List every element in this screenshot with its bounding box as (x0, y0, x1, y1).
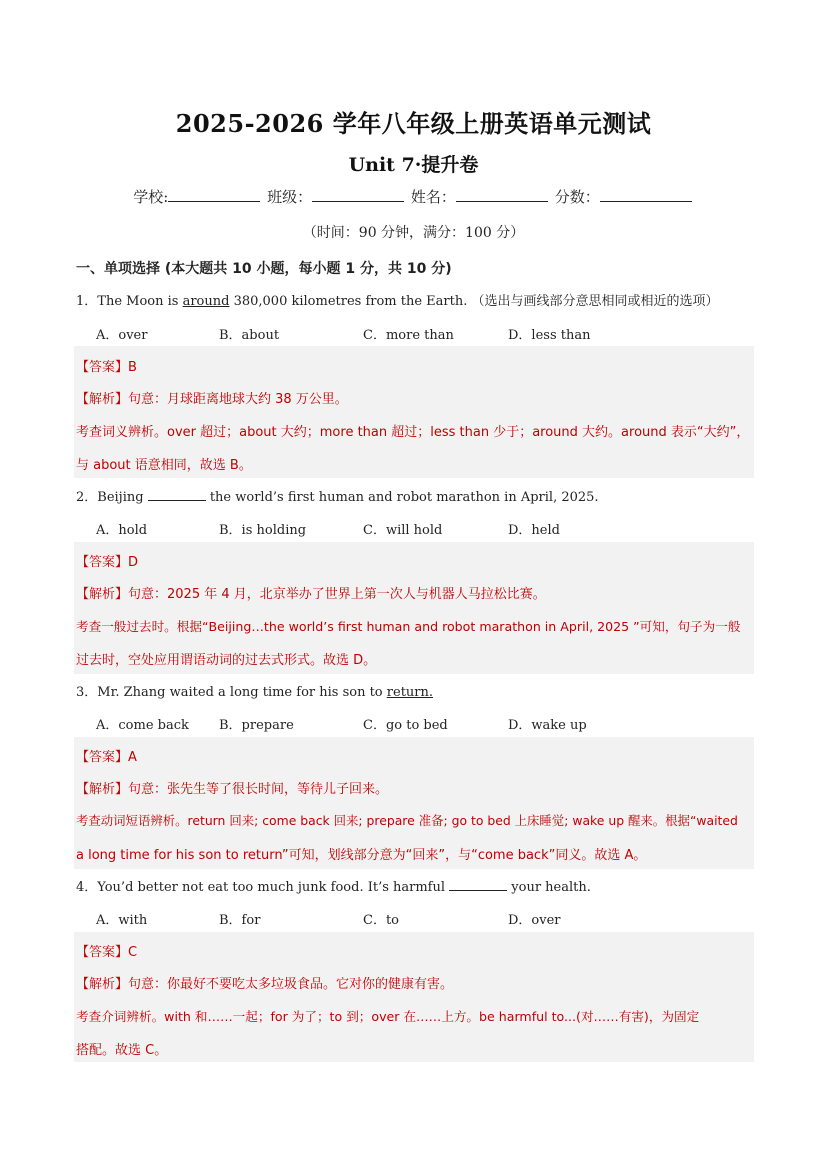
school-label: 学校: (133, 188, 169, 206)
analysis-line: 考查动词短语辨析。return 回来; come back 回来; prepare 准备; go to bed 上床睡觉; wake up 醒来。根据“waited (76, 813, 738, 828)
question-number: 1． (76, 294, 98, 309)
option-d[interactable]: D．less than (508, 328, 591, 343)
analysis-line: 【解析】句意：你最好不要吃太多垃圾食品。它对你的健康有害。 (76, 977, 454, 992)
page-subtitle: Unit 7·提升卷 (348, 154, 479, 176)
question-3 (76, 681, 433, 700)
school-blank[interactable] (168, 187, 260, 202)
answer-line: 【答案】C (76, 945, 138, 960)
section-title: 一、单项选择 (本大题共 10 小题，每小题 1 分，共 10 分) (76, 261, 452, 277)
option-b[interactable]: B．prepare (219, 718, 294, 733)
question-number: 4． (76, 880, 98, 895)
option-a[interactable]: A．over (96, 328, 148, 343)
fill-blank[interactable] (449, 878, 507, 891)
analysis-line: 【解析】句意：张先生等了很长时间，等待儿子回来。 (76, 782, 389, 797)
score-blank[interactable] (600, 187, 692, 202)
option-d[interactable]: D．wake up (508, 718, 587, 733)
fill-blank[interactable] (148, 488, 206, 501)
answer-line: 【答案】B (76, 360, 137, 375)
option-c[interactable]: C．to (363, 913, 399, 928)
analysis-line: 考查词义辨析。over 超过；about 大约；more than 超过；less than 少于；around 大约。around 表示“大约”， (76, 425, 750, 440)
score-label: 分数： (554, 188, 600, 206)
question-text: You’d better not eat too much junk food. It’s harmful (97, 880, 450, 895)
question-text: the world’s first human and robot marathon in April, 2025. (205, 490, 599, 505)
option-b[interactable]: B．is holding (219, 523, 307, 538)
name-label: 姓名： (410, 188, 456, 206)
option-a[interactable]: A．with (96, 913, 148, 928)
question-text: Beijing (97, 490, 148, 505)
option-a[interactable]: A．come back (96, 718, 189, 733)
analysis-line: 考查介词辨析。with 和……一起；for 为了；to 到；over 在……上方。be harmful to...(对……有害)，为固定 (76, 1009, 700, 1024)
option-c[interactable]: C．will hold (363, 523, 443, 538)
student-info-row (0, 186, 827, 207)
page-title: 2025-2026 学年八年级上册英语单元测试 (175, 109, 652, 138)
option-a[interactable]: A．hold (96, 523, 148, 538)
question-text: The Moon is (97, 294, 183, 309)
question-2 (76, 486, 599, 505)
analysis-line: 与 about 语意相同，故选 B。 (76, 458, 252, 473)
class-label: 班级： (267, 188, 313, 206)
name-blank[interactable] (456, 187, 548, 202)
question-1 (76, 290, 719, 309)
question-text: Mr. Zhang waited a long time for his son to (97, 685, 387, 700)
underlined-word: around (182, 294, 230, 309)
question-text: 380,000 kilometres from the Earth. （选出与画线部分意思相同或相近的选项） (229, 294, 719, 309)
analysis-line: 【解析】句意：2025 年 4 月，北京举办了世界上第一次人与机器人马拉松比赛。 (76, 587, 546, 602)
analysis-line: 考查一般过去时。根据“Beijing…the world’s first human and robot marathon in April, 2025 ”可知，句子为一般 (76, 619, 741, 634)
answer-line: 【答案】A (76, 750, 137, 765)
option-c[interactable]: C．go to bed (363, 718, 448, 733)
class-blank[interactable] (312, 187, 404, 202)
analysis-line: 【解析】句意：月球距离地球大约 38 万公里。 (76, 392, 348, 407)
question-4 (76, 876, 591, 895)
question-number: 2． (76, 490, 98, 505)
answer-box (74, 932, 754, 1062)
option-b[interactable]: B．for (219, 913, 261, 928)
analysis-line: a long time for his son to return”可知，划线部分意为“回来”，与“come back”同义。故选 A。 (76, 848, 647, 863)
option-d[interactable]: D．over (508, 913, 561, 928)
question-number: 3． (76, 685, 98, 700)
question-text: your health. (507, 880, 591, 895)
underlined-word: return. (386, 685, 434, 700)
time-note: （时间：90 分钟，满分：100 分） (302, 225, 525, 241)
option-d[interactable]: D．held (508, 523, 560, 538)
analysis-line: 过去时，空处应用谓语动词的过去式形式。故选 D。 (76, 653, 377, 668)
analysis-line: 搭配。故选 C。 (76, 1043, 168, 1058)
option-b[interactable]: B．about (219, 328, 280, 343)
answer-line: 【答案】D (76, 555, 139, 570)
option-c[interactable]: C．more than (363, 328, 454, 343)
